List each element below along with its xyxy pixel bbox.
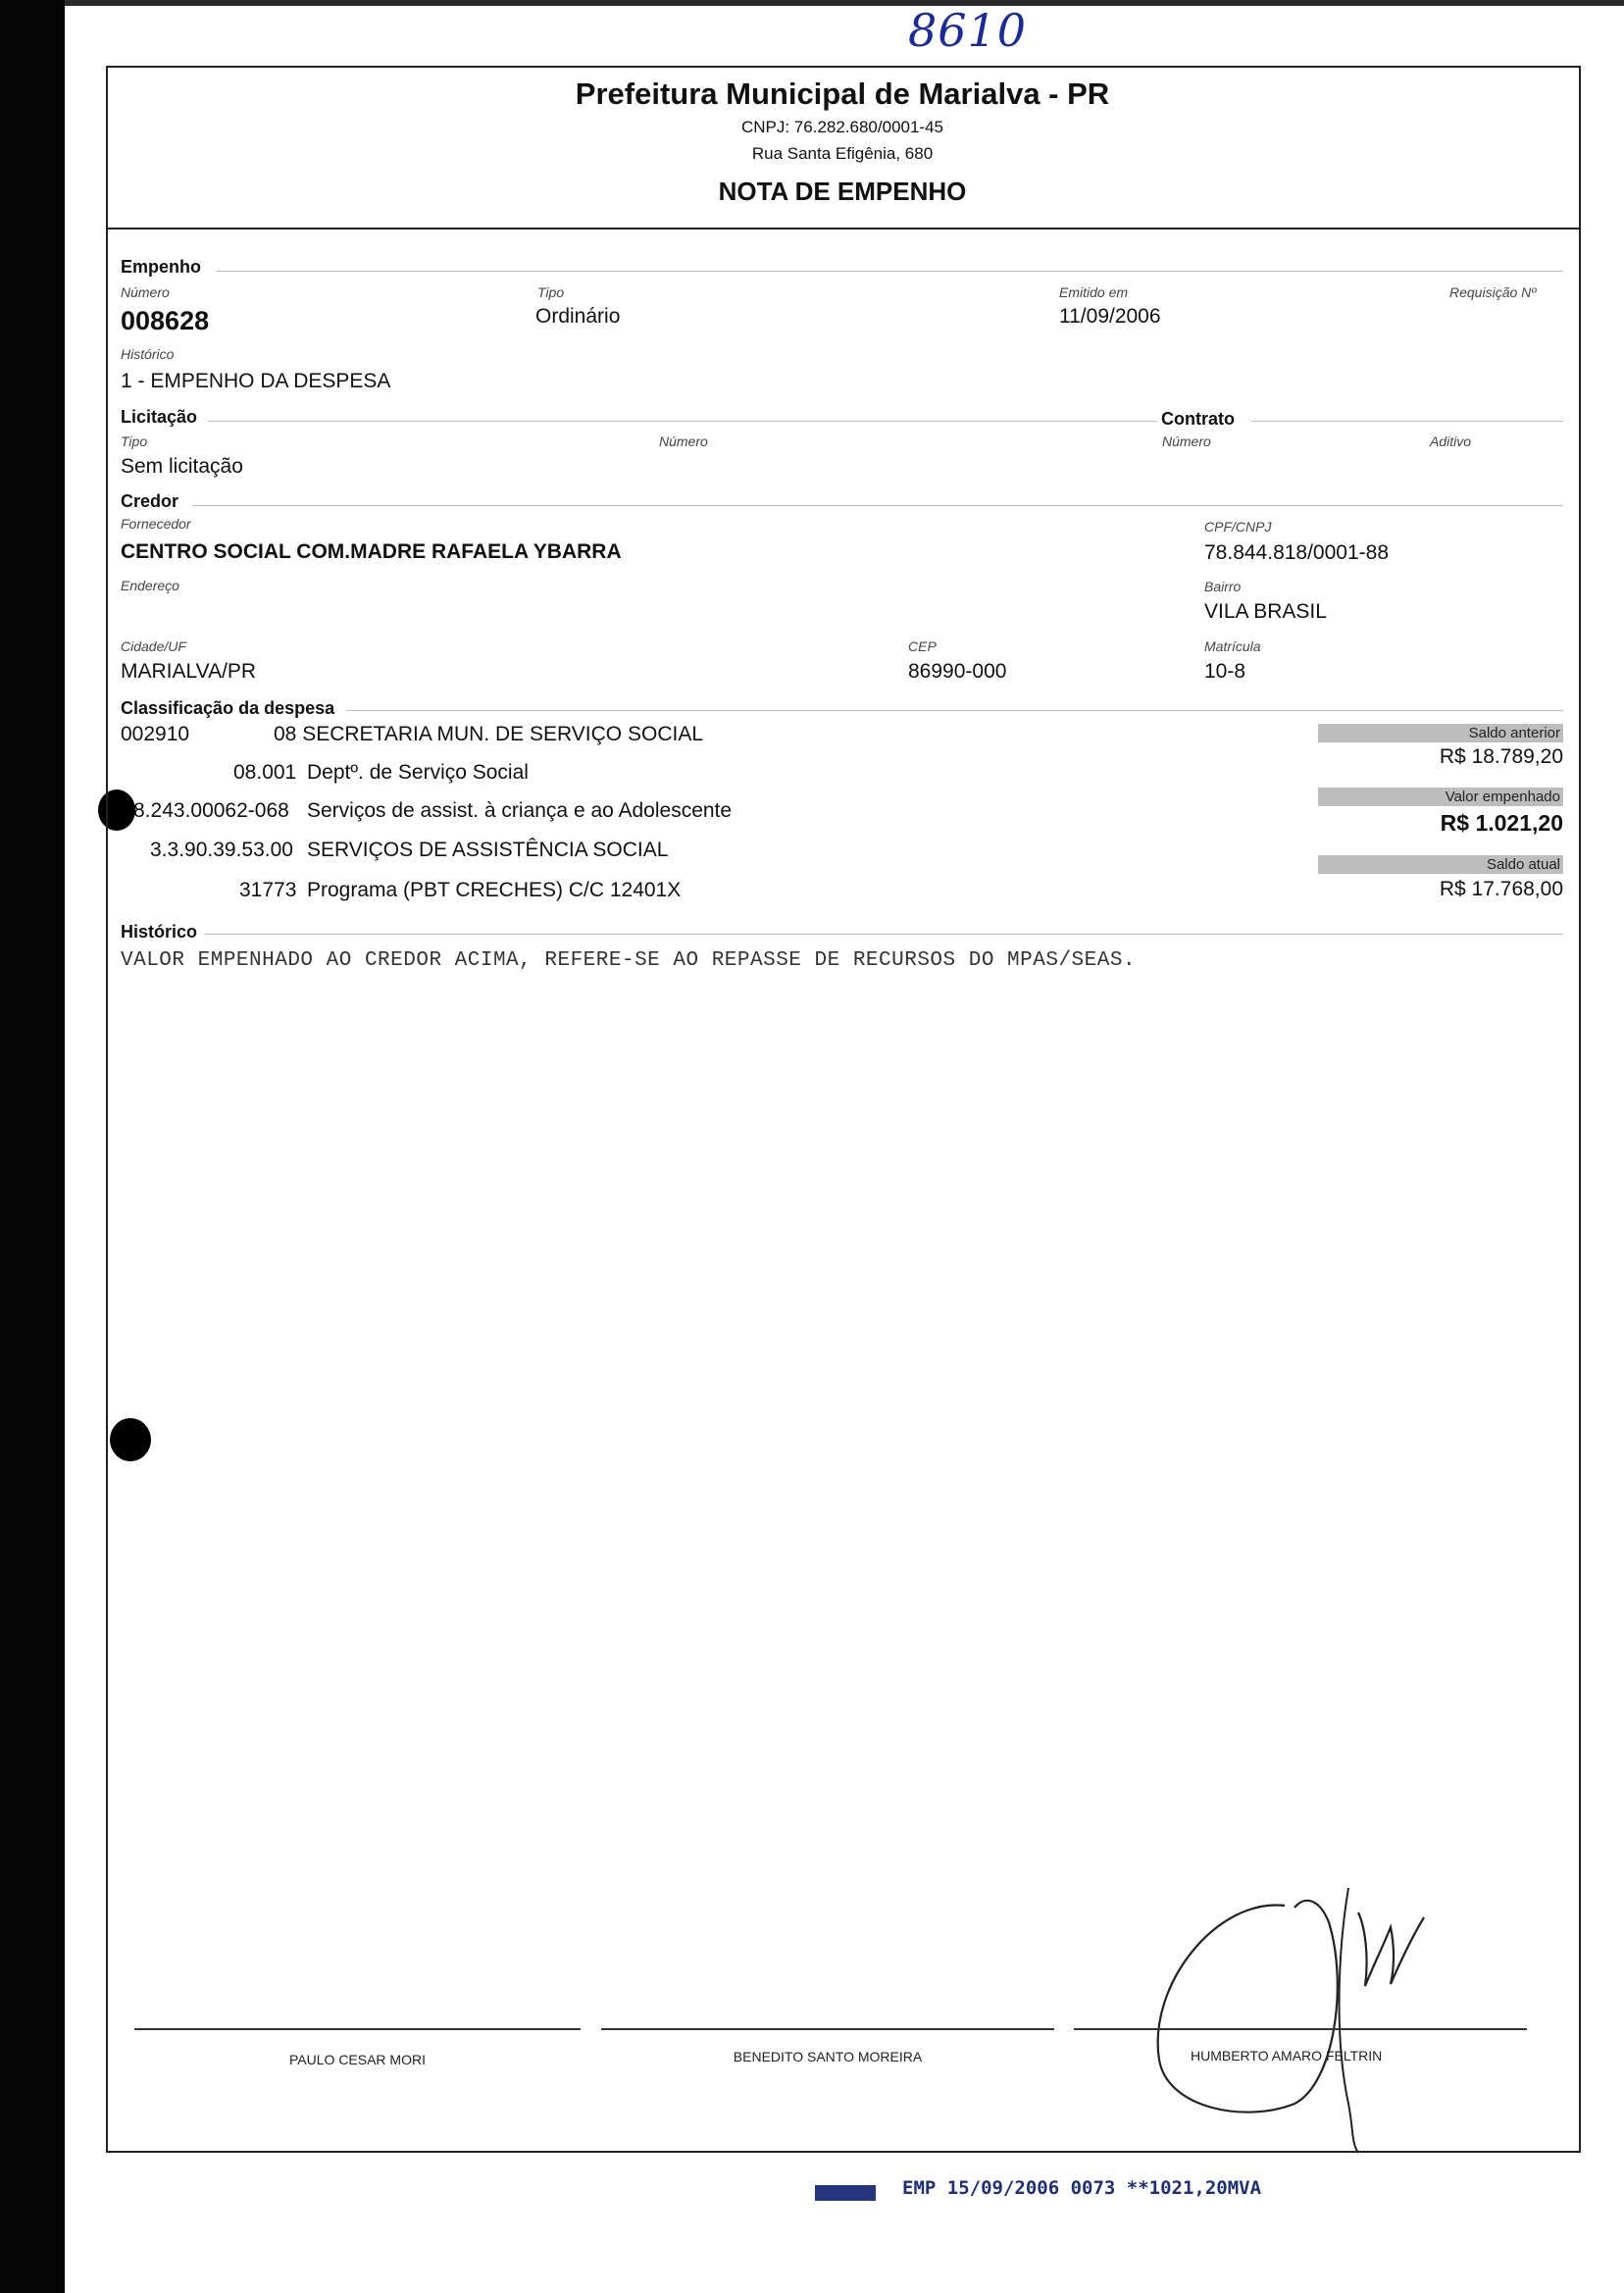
- contrato-numero-label: Número: [1162, 433, 1211, 449]
- cpf-label: CPF/CNPJ: [1204, 519, 1272, 535]
- address-text: Rua Santa Efigênia, 680: [751, 144, 934, 163]
- section-contrato: Contrato: [1161, 409, 1235, 429]
- section-rule: [208, 421, 1157, 422]
- header-separator: [106, 228, 1579, 229]
- signature-name-2: BENEDITO SANTO MOREIRA: [733, 2049, 923, 2064]
- scan-border-top: [65, 0, 1624, 6]
- class-line2-code: 08.001: [233, 761, 297, 784]
- document-type: NOTA DE EMPENHO: [718, 177, 967, 206]
- saldo-atual-label: Saldo atual: [1318, 855, 1563, 874]
- historico-text: VALOR EMPENHADO AO CREDOR ACIMA, REFERE-SE AO REPASSE DE RECURSOS DO MPAS/SEAS.: [121, 949, 1137, 972]
- valor-empenhado-value: R$ 1.021,20: [1440, 810, 1563, 836]
- section-licitacao: Licitação: [121, 407, 198, 427]
- document-header: [106, 76, 1579, 207]
- signature-line-1: [134, 2028, 581, 2030]
- section-rule: [192, 505, 1563, 506]
- page-title: Prefeitura Municipal de Marialva - PR: [575, 76, 1110, 111]
- handwritten-number: 8610: [908, 4, 1028, 57]
- signature-line-3: [1074, 2028, 1527, 2030]
- licitacao-numero-label: Número: [659, 433, 708, 449]
- licitacao-tipo: Sem licitação: [121, 455, 243, 478]
- authentication-stamp: EMP 15/09/2006 0073 **1021,20MVA: [902, 2177, 1262, 2199]
- signature-line-2: [601, 2028, 1054, 2030]
- saldo-anterior-label: Saldo anterior: [1318, 724, 1563, 742]
- empenho-historico: 1 - EMPENHO DA DESPESA: [121, 370, 391, 392]
- class-line4-text: SERVIÇOS DE ASSISTÊNCIA SOCIAL: [307, 839, 669, 861]
- cnpj-text: CNPJ: 76.282.680/0001-45: [740, 118, 944, 136]
- bairro-label: Bairro: [1204, 579, 1242, 594]
- cep-label: CEP: [908, 638, 937, 654]
- endereco-label: Endereço: [121, 578, 179, 593]
- valor-empenhado-label: Valor empenhado: [1318, 788, 1563, 806]
- emitido-date: 11/09/2006: [1059, 305, 1161, 328]
- historico-label: Histórico: [121, 346, 175, 362]
- saldo-anterior-value: R$ 18.789,20: [1439, 745, 1563, 768]
- empenho-number: 008628: [121, 306, 210, 335]
- class-line3-text: Serviços de assist. à criança e ao Adolescente: [307, 799, 733, 822]
- emitido-label: Emitido em: [1059, 284, 1129, 300]
- class-line2-text: Deptº. de Serviço Social: [307, 761, 529, 784]
- stamp-logo: [815, 2185, 876, 2201]
- class-line1-code: 002910: [121, 723, 190, 745]
- saldo-atual-value: R$ 17.768,00: [1439, 878, 1563, 900]
- fornecedor-name: CENTRO SOCIAL COM.MADRE RAFAELA YBARRA: [121, 540, 622, 563]
- section-rule: [216, 271, 1563, 272]
- section-rule: [1251, 421, 1563, 422]
- licitacao-tipo-label: Tipo: [121, 433, 148, 449]
- empenho-tipo: Ordinário: [535, 305, 621, 328]
- class-line5-code: 31773: [239, 879, 297, 901]
- contrato-aditivo-label: Aditivo: [1430, 433, 1472, 449]
- class-line4-code: 3.3.90.39.53.00: [150, 839, 293, 861]
- matricula-label: Matrícula: [1204, 638, 1261, 654]
- numero-label: Número: [121, 284, 170, 300]
- matricula-value: 10-8: [1204, 660, 1246, 683]
- cidade-label: Cidade/UF: [121, 638, 186, 654]
- fornecedor-label: Fornecedor: [121, 516, 191, 532]
- section-credor: Credor: [121, 491, 179, 511]
- class-line5-text: Programa (PBT CRECHES) C/C 12401X: [307, 879, 682, 901]
- signature-scribble: [1138, 1868, 1471, 2163]
- cidade-value: MARIALVA/PR: [121, 660, 257, 683]
- section-classificacao: Classificação da despesa: [121, 698, 335, 718]
- cpf-value: 78.844.818/0001-88: [1204, 541, 1390, 564]
- class-line3-code: 8.243.00062-068: [133, 799, 289, 822]
- cep-value: 86990-000: [908, 660, 1007, 683]
- signature-name-3: HUMBERTO AMARO FELTRIN: [1191, 2048, 1383, 2064]
- scan-border-left: [0, 0, 65, 2293]
- bairro-value: VILA BRASIL: [1204, 600, 1327, 623]
- section-historico: Histórico: [121, 922, 198, 942]
- signature-name-1: PAULO CESAR MORI: [289, 2052, 426, 2067]
- tipo-label: Tipo: [537, 284, 565, 300]
- section-empenho: Empenho: [121, 257, 202, 277]
- section-rule: [204, 934, 1563, 935]
- requisicao-label: Requisição Nº: [1449, 284, 1537, 300]
- class-line1-text: 08 SECRETARIA MUN. DE SERVIÇO SOCIAL: [274, 723, 704, 745]
- section-rule: [346, 710, 1563, 711]
